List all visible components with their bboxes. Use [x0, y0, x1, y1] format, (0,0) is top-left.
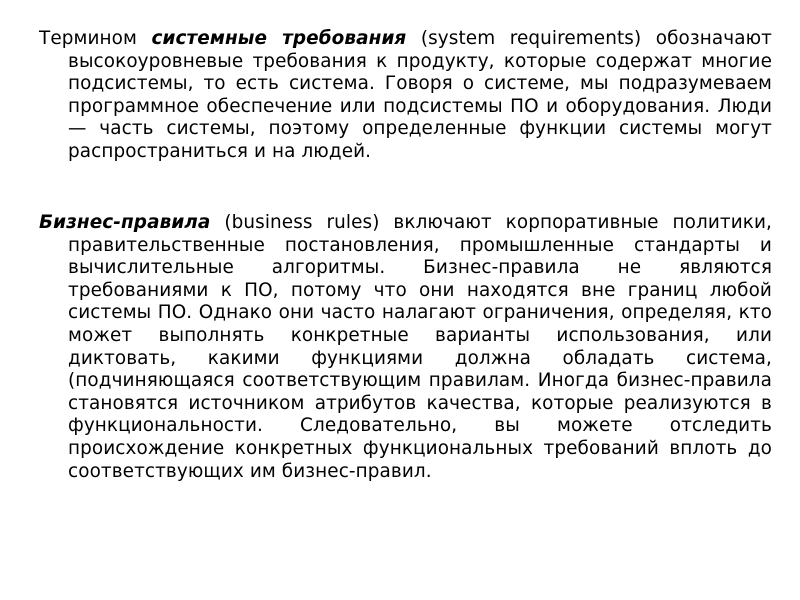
paragraph-business-rules — [39, 212, 772, 483]
paragraph-system-requirements — [39, 28, 772, 164]
term-system-requirements: системные требования — [151, 28, 407, 49]
paragraph-prefix: Термином — [39, 28, 152, 49]
paragraph-body: (business rules) включают корпоративные политики, правительственные постановления, промышленные стандарты и вычислительные алгоритмы. Бизнес-правила не являются требованиями к ПО, потому что они находятся вне границ любой системы ПО. Однако они часто налагают ограничения, определяя, кто может выполнять конкретные варианты использования, или диктовать, какими функциями должна обладать система, (подчиняющаяся соответствующим правилам. Иногда бизнес-правила становятся источником атрибутов качества, которые реализуются в функциональности. Следовательно, вы можете отследить происхождение конкретных функциональных требований вплоть до соответствующих им бизнес-правил. — [68, 212, 772, 482]
paragraph-body: (system requirements) обозначают высокоуровневые требования к продукту, которые содержат многие подсистемы, то есть система. Говоря о системе, мы подразумеваем программное обеспечение или подсистемы ПО и оборудования. Люди — часть системы, поэтому определенные функции системы могут распространиться и на людей. — [68, 28, 772, 162]
term-business-rules: Бизнес-правила — [39, 212, 211, 233]
